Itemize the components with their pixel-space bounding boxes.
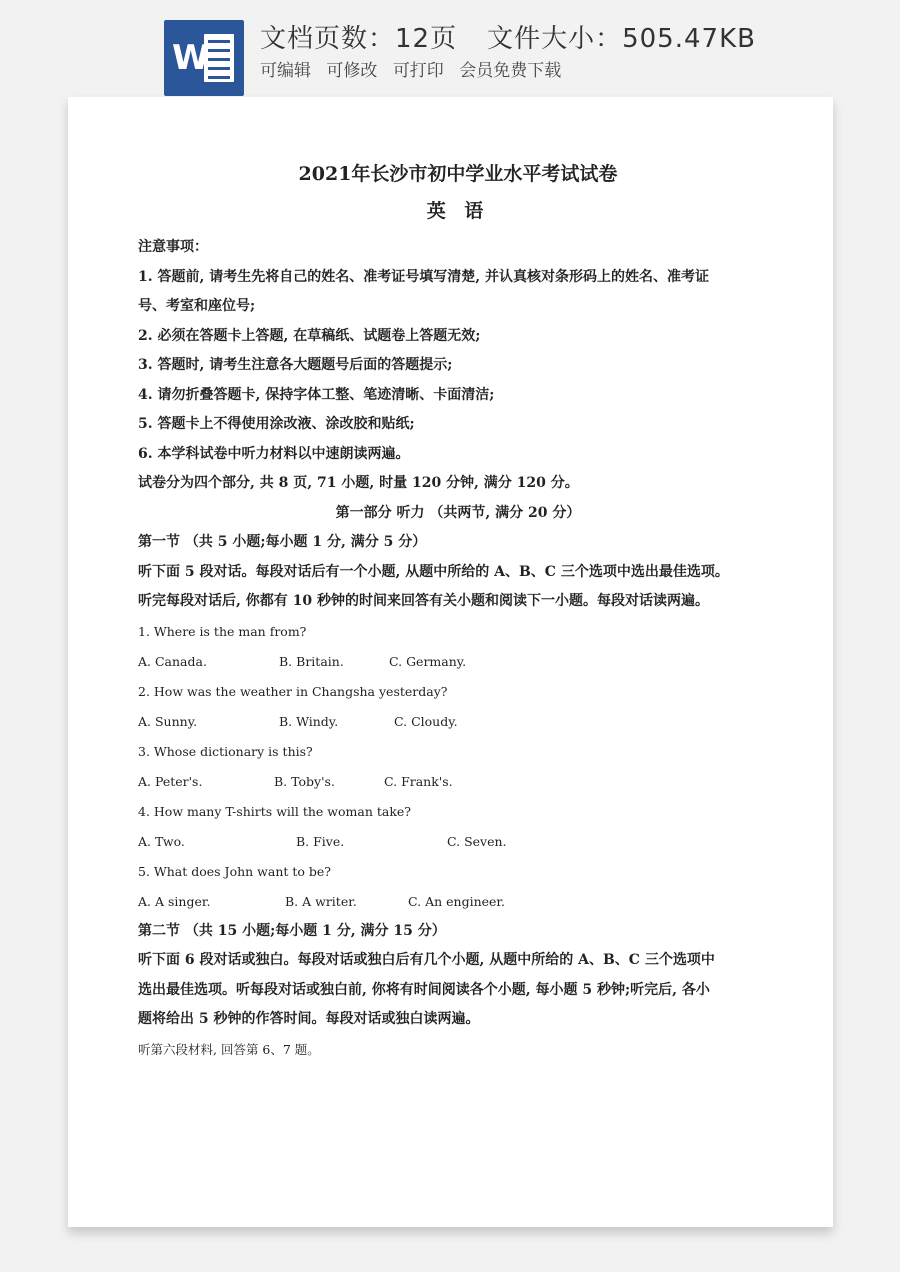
question: 3. Whose dictionary is this?	[138, 743, 313, 759]
doc-features	[260, 56, 571, 81]
question: 2. How was the weather in Changsha yesterday?	[138, 683, 448, 699]
exam-subject: 英 语	[426, 200, 490, 222]
exam-overview: 试卷分为四个部分, 共 8 页, 71 小题, 时量 120 分钟, 满分 120 分。	[138, 475, 579, 491]
option: A. Peter's.	[138, 773, 203, 789]
question-options	[138, 767, 778, 797]
note-line: 号、考室和座位号;	[138, 298, 256, 314]
part1-heading: 第一部分 听力 （共两节, 满分 20 分）	[335, 504, 581, 521]
word-icon-letter: W	[172, 38, 210, 78]
option: C. An engineer.	[408, 893, 505, 909]
question-options	[138, 707, 778, 737]
option: B. Britain.	[279, 653, 344, 669]
option: A. Two.	[138, 833, 185, 849]
page-count: 文档页数：12页	[260, 24, 458, 54]
option: B. Windy.	[279, 713, 339, 729]
feature-member-download: 会员免费下载	[459, 61, 562, 81]
section2-instruction: 听下面 6 段对话或独白。每段对话或独白后有几个小题, 从题中所给的 A、B、C 三个选项中	[138, 952, 715, 968]
feature-printable: 可打印	[392, 61, 444, 81]
note-line: 2. 必须在答题卡上答题, 在草稿纸、试题卷上答题无效;	[138, 327, 481, 344]
option: A. Sunny.	[138, 713, 198, 729]
file-size: 文件大小：505.47KB	[487, 24, 756, 54]
section1-instruction: 听下面 5 段对话。每段对话后有一个小题, 从题中所给的 A、B、C 三个选项中选出最佳选项。	[138, 563, 729, 580]
exam-title: 2021年长沙市初中学业水平考试试卷	[298, 163, 618, 185]
option: C. Frank's.	[384, 773, 453, 789]
note-line: 5. 答题卡上不得使用涂改液、涂改胶和贴纸;	[138, 416, 415, 432]
feature-editable: 可编辑	[260, 61, 311, 81]
word-document-icon	[164, 20, 244, 96]
note-line: 1. 答题前, 请考生先将自己的姓名、准考证号填写清楚, 并认真核对条形码上的姓名、准考证	[138, 268, 709, 285]
section1-instruction: 听完每段对话后, 你都有 10 秒钟的时间来回答有关小题和阅读下一小题。每段对话读两遍。	[138, 593, 709, 609]
option: A. Canada.	[138, 653, 207, 669]
note-line: 3. 答题时, 请考生注意各大题题号后面的答题提示;	[138, 357, 453, 373]
note-line: 6. 本学科试卷中听力材料以中速朗读两遍。	[138, 445, 410, 462]
download-banner	[0, 0, 900, 100]
question: 5. What does John want to be?	[138, 863, 331, 879]
question: 4. How many T-shirts will the woman take?	[138, 803, 412, 819]
option: B. Toby's.	[274, 773, 335, 789]
option: C. Seven.	[447, 833, 507, 849]
section2-instruction: 选出最佳选项。听每段对话或独白前, 你将有时间阅读各个小题, 每小题 5 秒钟;听完后, 各小	[138, 981, 710, 998]
feature-modifiable: 可修改	[326, 61, 378, 81]
section2-instruction: 题将给出 5 秒钟的作答时间。每段对话或独白读两遍。	[138, 1011, 480, 1027]
option: B. Five.	[296, 833, 345, 849]
question-options	[138, 827, 778, 857]
option: B. A writer.	[285, 893, 357, 909]
option: A. A singer.	[138, 893, 211, 909]
option: C. Germany.	[389, 653, 467, 669]
notes-heading: 注意事项：	[138, 239, 208, 255]
document-page	[68, 97, 833, 1227]
note-line: 4. 请勿折叠答题卡, 保持字体工整、笔迹清晰、卡面清洁;	[138, 386, 495, 403]
doc-meta	[260, 18, 756, 55]
option: C. Cloudy.	[394, 713, 458, 729]
section1-heading: 第一节 （共 5 小题;每小题 1 分, 满分 5 分）	[138, 534, 427, 550]
page-content	[138, 159, 778, 1065]
section2-subheading: 听第六段材料, 回答第 6、7 题。	[138, 1041, 320, 1057]
question-options	[138, 887, 778, 917]
section2-heading: 第二节 （共 15 小题;每小题 1 分, 满分 15 分）	[138, 922, 446, 939]
question-options	[138, 647, 778, 677]
question: 1. Where is the man from?	[138, 623, 307, 639]
